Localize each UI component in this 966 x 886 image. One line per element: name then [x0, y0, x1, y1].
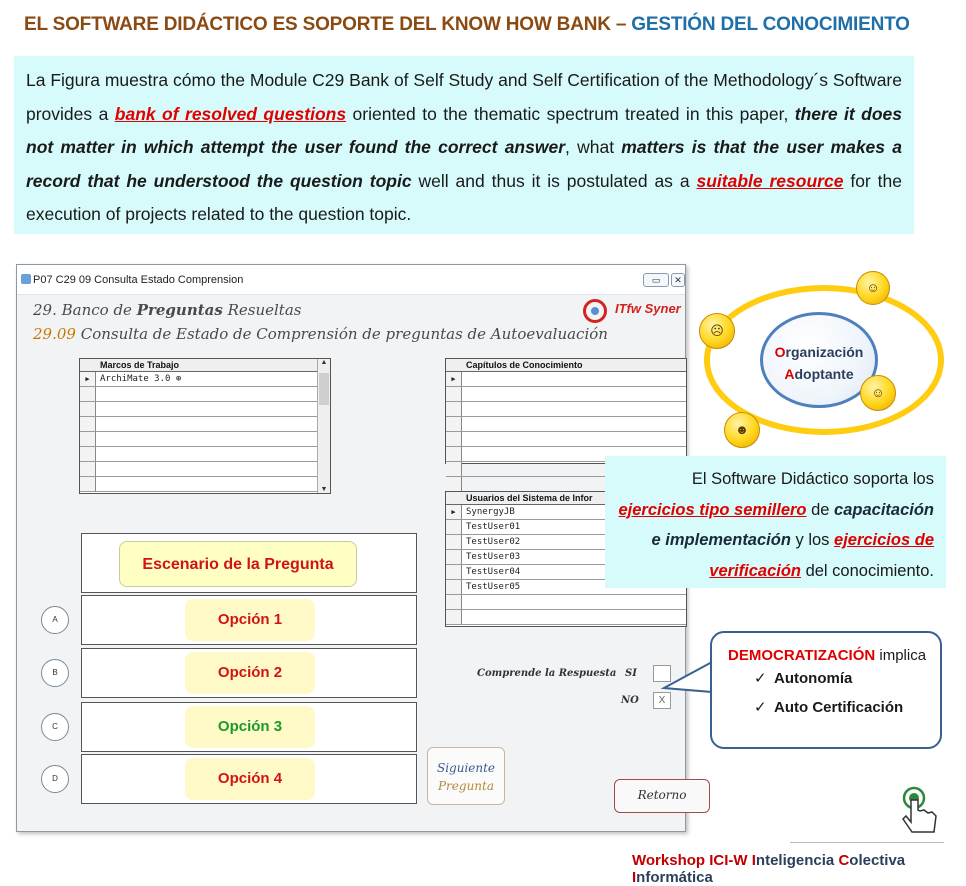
side-text-3: de	[806, 500, 835, 519]
grid-marcos-de-trabajo[interactable]	[79, 358, 331, 494]
no-label: NO	[621, 695, 639, 706]
row-header[interactable]	[446, 610, 462, 624]
table-row[interactable]	[80, 462, 330, 477]
footer-seg: nteligencia	[755, 852, 839, 869]
democ-heading-red: DEMOCRATIZACIÓN	[728, 647, 876, 664]
cell-value: SynergyJB	[466, 507, 515, 517]
intro-text-9: for the execution of projects related to the question topic.	[26, 170, 902, 224]
option-radio[interactable]: B	[41, 659, 69, 687]
footer-seg: C	[838, 852, 850, 869]
footer-seg: ICI-W	[709, 852, 752, 869]
intro-text-1: La Figura muestra cómo the Module C29 Bank of Self Study and Self Certification of the Methodology´s Software provides a	[26, 70, 902, 124]
row-header[interactable]	[446, 417, 462, 431]
option-radio[interactable]: C	[41, 713, 69, 741]
cell-value: ArchiMate 3.0 ⊕	[100, 374, 182, 384]
si-label: SI	[625, 668, 637, 679]
minimize-button[interactable]: ▭	[643, 273, 669, 287]
check-icon: ✓	[754, 699, 767, 716]
option-panel	[81, 754, 417, 804]
table-row[interactable]	[80, 477, 330, 492]
intro-emphasis-record: matters is that the user makes a record that he understood the question topic	[26, 137, 902, 191]
democ-item-autonomia	[754, 664, 940, 693]
democratizacion-callout	[710, 631, 942, 749]
row-header[interactable]	[446, 565, 462, 579]
intro-highlight-bank: bank of resolved questions	[114, 103, 347, 124]
heading-prefix: 29. Banco de	[33, 301, 137, 319]
table-row[interactable]	[80, 417, 330, 432]
org-word-1: rganización	[785, 344, 864, 360]
side-text-5: y los	[790, 531, 835, 549]
worried-face-icon: ☹	[699, 313, 735, 349]
table-row[interactable]	[446, 432, 686, 447]
cell-value: TestUser02	[466, 537, 521, 547]
row-selector-icon[interactable]: ▶	[446, 505, 462, 519]
table-row[interactable]	[446, 387, 686, 402]
org-initial-o: O	[774, 344, 786, 360]
option-radio[interactable]: D	[41, 765, 69, 793]
grid-header: Capítulos de Conocimiento	[446, 359, 686, 372]
module-subheading	[33, 325, 608, 343]
row-header[interactable]	[446, 595, 462, 609]
next-label-1: Siguiente	[436, 761, 496, 775]
intro-emphasis-attempt: there it does not matter in which attempt the user found the correct answer	[26, 103, 902, 157]
row-header[interactable]	[80, 402, 96, 416]
democ-item-autocert	[754, 693, 940, 722]
close-button[interactable]: ✕	[671, 273, 685, 287]
winking-face-icon: ☻	[724, 412, 760, 448]
hand-click-icon	[888, 786, 948, 834]
table-row[interactable]	[446, 402, 686, 417]
row-header[interactable]	[446, 580, 462, 594]
callout-pointer	[660, 652, 716, 702]
cell-value: TestUser01	[466, 522, 521, 532]
table-row[interactable]	[80, 432, 330, 447]
table-row[interactable]	[446, 595, 686, 610]
row-header[interactable]	[446, 477, 462, 491]
democ-item-label: Autonomía	[774, 670, 853, 687]
footer-divider	[790, 842, 944, 843]
target-logo-icon	[583, 299, 607, 323]
side-text-1: El Software Didáctico soporta los	[691, 470, 934, 488]
option-panel	[81, 595, 417, 645]
row-selector-icon[interactable]: ▶	[446, 372, 462, 386]
row-header[interactable]	[80, 462, 96, 476]
footer-workshop	[632, 852, 966, 886]
democ-heading-rest: implica	[875, 647, 927, 664]
scroll-up-icon[interactable]: ▲	[320, 359, 328, 366]
row-header[interactable]	[80, 432, 96, 446]
row-header[interactable]	[446, 432, 462, 446]
table-row[interactable]	[80, 402, 330, 417]
return-button[interactable]: Retorno	[614, 779, 710, 813]
intro-text-5: , what	[565, 137, 622, 157]
footer-seg: nformática	[636, 869, 713, 886]
intro-text-3: oriented to the thematic spectrum treated in this paper,	[346, 103, 795, 124]
intro-paragraph	[14, 56, 914, 234]
next-label-2: Pregunta	[437, 779, 495, 793]
footer-seg: Workshop	[632, 852, 710, 869]
row-header[interactable]	[446, 462, 462, 476]
scroll-thumb[interactable]	[319, 373, 329, 405]
check-icon: ✓	[754, 670, 767, 687]
laughing-tears-icon: ☺	[856, 271, 890, 305]
footer-seg: I	[751, 852, 756, 869]
org-word-2: doptante	[794, 366, 854, 382]
row-header[interactable]	[80, 387, 96, 401]
scenario-button[interactable]: Escenario de la Pregunta	[119, 541, 357, 587]
no-checkbox[interactable]: X	[653, 692, 671, 709]
cell-value: TestUser03	[466, 552, 521, 562]
row-header[interactable]	[446, 535, 462, 549]
option-panel	[81, 648, 417, 698]
footer-seg: I	[632, 869, 637, 886]
vertical-scrollbar[interactable]	[317, 359, 330, 493]
row-header[interactable]	[80, 447, 96, 461]
app-window	[16, 264, 686, 832]
slide-title-part2: GESTIÓN DEL CONOCIMIENTO	[631, 14, 910, 35]
app-icon	[21, 274, 31, 284]
intro-highlight-resource: suitable resource	[696, 170, 844, 191]
row-header[interactable]	[446, 550, 462, 564]
footer-seg: olectiva	[849, 852, 906, 869]
side-text-7: del conocimiento.	[801, 561, 934, 580]
table-row[interactable]	[446, 610, 686, 625]
brand-logo	[583, 301, 681, 316]
heading-bold: Preguntas	[136, 301, 223, 319]
side-emphasis-capacitacion: capacitación e implementación	[651, 500, 934, 549]
intro-text-7: well and thus it is postulated as a	[411, 170, 697, 191]
table-row[interactable]	[446, 372, 686, 387]
option-button[interactable]: Opción 1	[185, 599, 315, 641]
row-header[interactable]	[80, 417, 96, 431]
row-selector-icon[interactable]: ▶	[80, 372, 96, 386]
slide-title-part1: EL SOFTWARE DIDÁCTICO ES SOPORTE DEL KNOW HOW BANK –	[24, 14, 627, 35]
row-header[interactable]	[446, 520, 462, 534]
table-row[interactable]	[80, 387, 330, 402]
option-radio[interactable]: A	[41, 606, 69, 634]
side-highlight-verificacion: ejercicios de verificación	[709, 531, 934, 580]
cell-value: TestUser04	[466, 567, 521, 577]
grid-header: Usuarios del Sistema de Infor	[446, 492, 686, 505]
table-row[interactable]	[446, 417, 686, 432]
next-question-button[interactable]	[427, 747, 505, 805]
table-row[interactable]	[80, 447, 330, 462]
scroll-down-icon[interactable]: ▼	[320, 486, 328, 493]
cell-value: TestUser05	[466, 582, 521, 592]
window-title: P07 C29 09 Consulta Estado Comprension	[33, 274, 244, 286]
window-titlebar	[17, 265, 685, 295]
option-button[interactable]: Opción 3	[185, 706, 315, 748]
comprende-label: Comprende la Respuesta	[477, 668, 617, 679]
slide-title	[24, 14, 910, 36]
row-header[interactable]	[446, 402, 462, 416]
grinning-face-icon: ☺	[860, 375, 896, 411]
grid-header: Marcos de Trabajo	[80, 359, 330, 372]
option-button[interactable]: Opción 4	[185, 758, 315, 800]
row-header[interactable]	[446, 447, 462, 461]
side-highlight-semillero: ejercicios tipo semillero	[618, 500, 807, 519]
brand-text: ITfw Syner	[615, 301, 681, 316]
subheading-text: Consulta de Estado de Comprensión de preguntas de Autoevaluación	[75, 325, 608, 343]
row-header[interactable]	[446, 387, 462, 401]
option-panel	[81, 702, 417, 752]
grid-capitulos-de-conocimiento[interactable]	[445, 358, 687, 464]
row-header[interactable]	[80, 477, 96, 491]
org-initial-a: A	[784, 366, 795, 382]
software-support-callout	[605, 456, 946, 588]
module-heading	[33, 301, 301, 319]
table-row[interactable]	[80, 372, 330, 387]
option-button[interactable]: Opción 2	[185, 652, 315, 694]
heading-suffix: Resueltas	[222, 301, 302, 319]
democ-item-label: Auto Certificación	[774, 699, 904, 716]
subheading-number: 29.09	[33, 325, 76, 343]
